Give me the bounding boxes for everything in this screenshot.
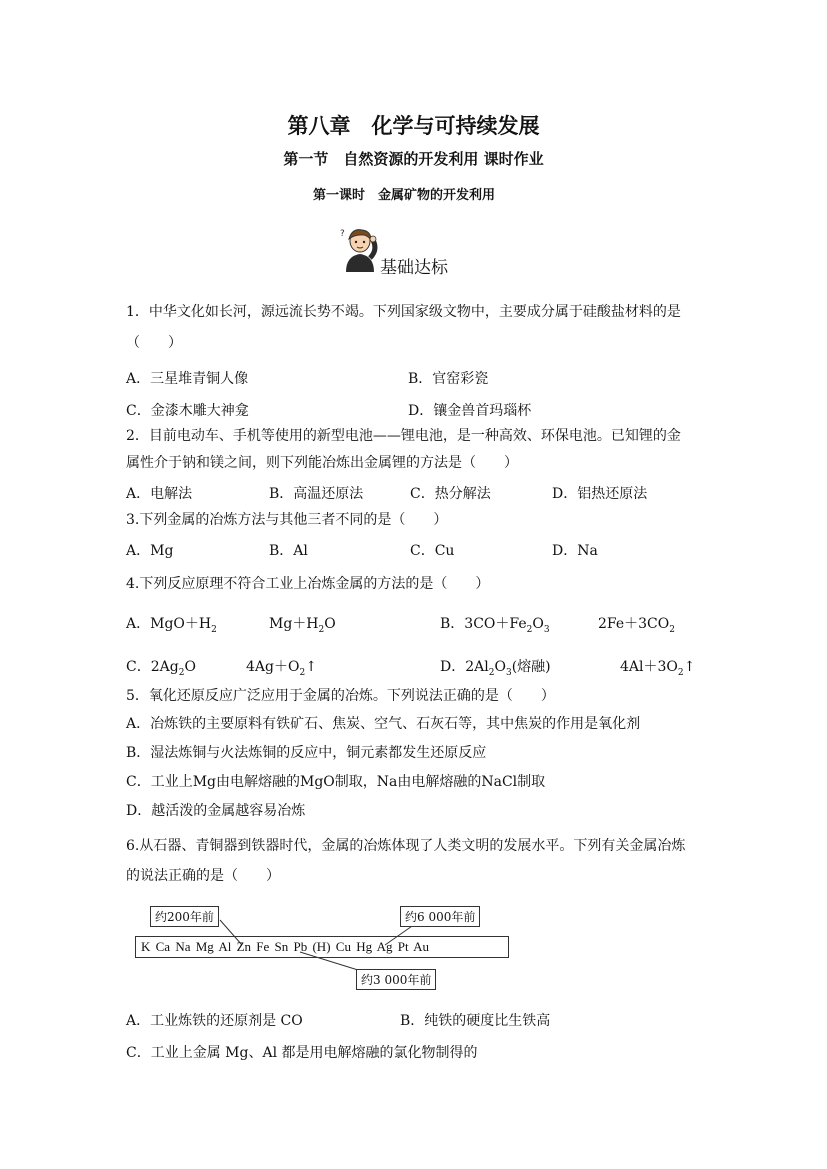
q4-option-d-product: $4Al+3O_2↑$ (620, 659, 696, 678)
q1-stem-line2: （ ） (126, 335, 182, 351)
label-3000-years: 约3 000年前 (356, 969, 436, 990)
q4-option-a-product: $Mg+H_2O$ (269, 616, 336, 635)
q2-stem-line2: 属性介于钠和镁之间，则下列能冶炼出金属锂的方法是（ ） (126, 455, 518, 471)
label-200-years: 约200年前 (150, 906, 219, 927)
q2-stem-line1: 2．目前电动车、手机等使用的新型电池——锂电池，是一种高效、环保电池。已知锂的金 (126, 428, 681, 444)
q2-option-c: C．热分解法 (410, 486, 491, 502)
q6-option-a: A．工业炼铁的还原剂是 CO (126, 1013, 303, 1029)
q4-stem: 4.下列反应原理不符合工业上冶炼金属的方法的是（ ） (126, 576, 490, 592)
q6-stem-line2: 的说法正确的是（ ） (126, 868, 280, 884)
q4-option-a: A．$MgO+H_2$ (126, 616, 217, 635)
chapter-title: 第八章 化学与可持续发展 (287, 114, 540, 138)
q3-option-b: B．Al (269, 543, 308, 559)
q5-option-a: A．冶炼铁的主要原料有铁矿石、焦炭、空气、石灰石等，其中焦炭的作用是氧化剂 (126, 716, 641, 732)
q1-option-b: B．官窑彩瓷 (408, 371, 489, 387)
q2-option-d: D．铝热还原法 (552, 486, 648, 502)
svg-text:?: ? (340, 229, 345, 239)
q4-option-c-product: $4Ag+O_2↑$ (246, 659, 317, 678)
q1-option-a: A．三星堆青铜人像 (126, 371, 249, 387)
q4-option-c: C．$2Ag_2O$ (126, 659, 196, 678)
q1-option-c: C．金漆木雕大神龛 (126, 403, 249, 419)
q3-option-d: D．Na (552, 543, 598, 559)
q1-stem-line1: 1．中华文化如长河，源远流长势不竭。下列国家级文物中，主要成分属于硅酸盐材料的是 (126, 304, 681, 320)
metal-sequence: K Ca Na Mg Al Zn Fe Sn Pb (H) Cu Hg Ag Pt Au (141, 939, 430, 954)
q1-option-d: D．镶金兽首玛瑙杯 (408, 403, 532, 419)
badge-label: 基础达标 (380, 258, 448, 278)
q5-option-c: C．工业上Mg由电解熔融的MgO制取，Na由电解熔融的NaCl制取 (126, 774, 546, 790)
section-title: 第一节 自然资源的开发利用 课时作业 (283, 150, 544, 168)
q5-option-d: D．越活泼的金属越容易冶炼 (126, 803, 306, 819)
q5-stem: 5．氧化还原反应广泛应用于金属的冶炼。下列说法正确的是（ ） (126, 688, 555, 704)
q3-stem: 3.下列金属的冶炼方法与其他三者不同的是（ ） (126, 512, 448, 528)
q3-option-a: A．Mg (126, 543, 174, 559)
q5-option-b: B．湿法炼铜与火法炼铜的反应中，铜元素都发生还原反应 (126, 745, 487, 761)
q2-option-a: A．电解法 (126, 486, 193, 502)
q6-stem-line1: 6.从石器、青铜器到铁器时代，金属的冶炼体现了人类文明的发展水平。下列有关金属冶炼 (126, 838, 686, 854)
lesson-title: 第一课时 金属矿物的开发利用 (312, 188, 495, 203)
label-6000-years: 约6 000年前 (400, 906, 480, 927)
q6-option-b: B．纯铁的硬度比生铁高 (400, 1013, 551, 1029)
q2-option-b: B．高温还原法 (269, 486, 364, 502)
q4-option-b-product: $2Fe+3CO_2$ (598, 616, 675, 635)
q4-option-b: B．$3CO+Fe_2O_3$ (440, 616, 550, 635)
q3-option-c: C．Cu (410, 543, 455, 559)
q4-option-d: D．$2Al_2O_3$(熔融) (440, 659, 551, 678)
q6-option-c: C．工业上金属 Mg、Al 都是用电解熔融的氯化物制得的 (126, 1045, 478, 1061)
